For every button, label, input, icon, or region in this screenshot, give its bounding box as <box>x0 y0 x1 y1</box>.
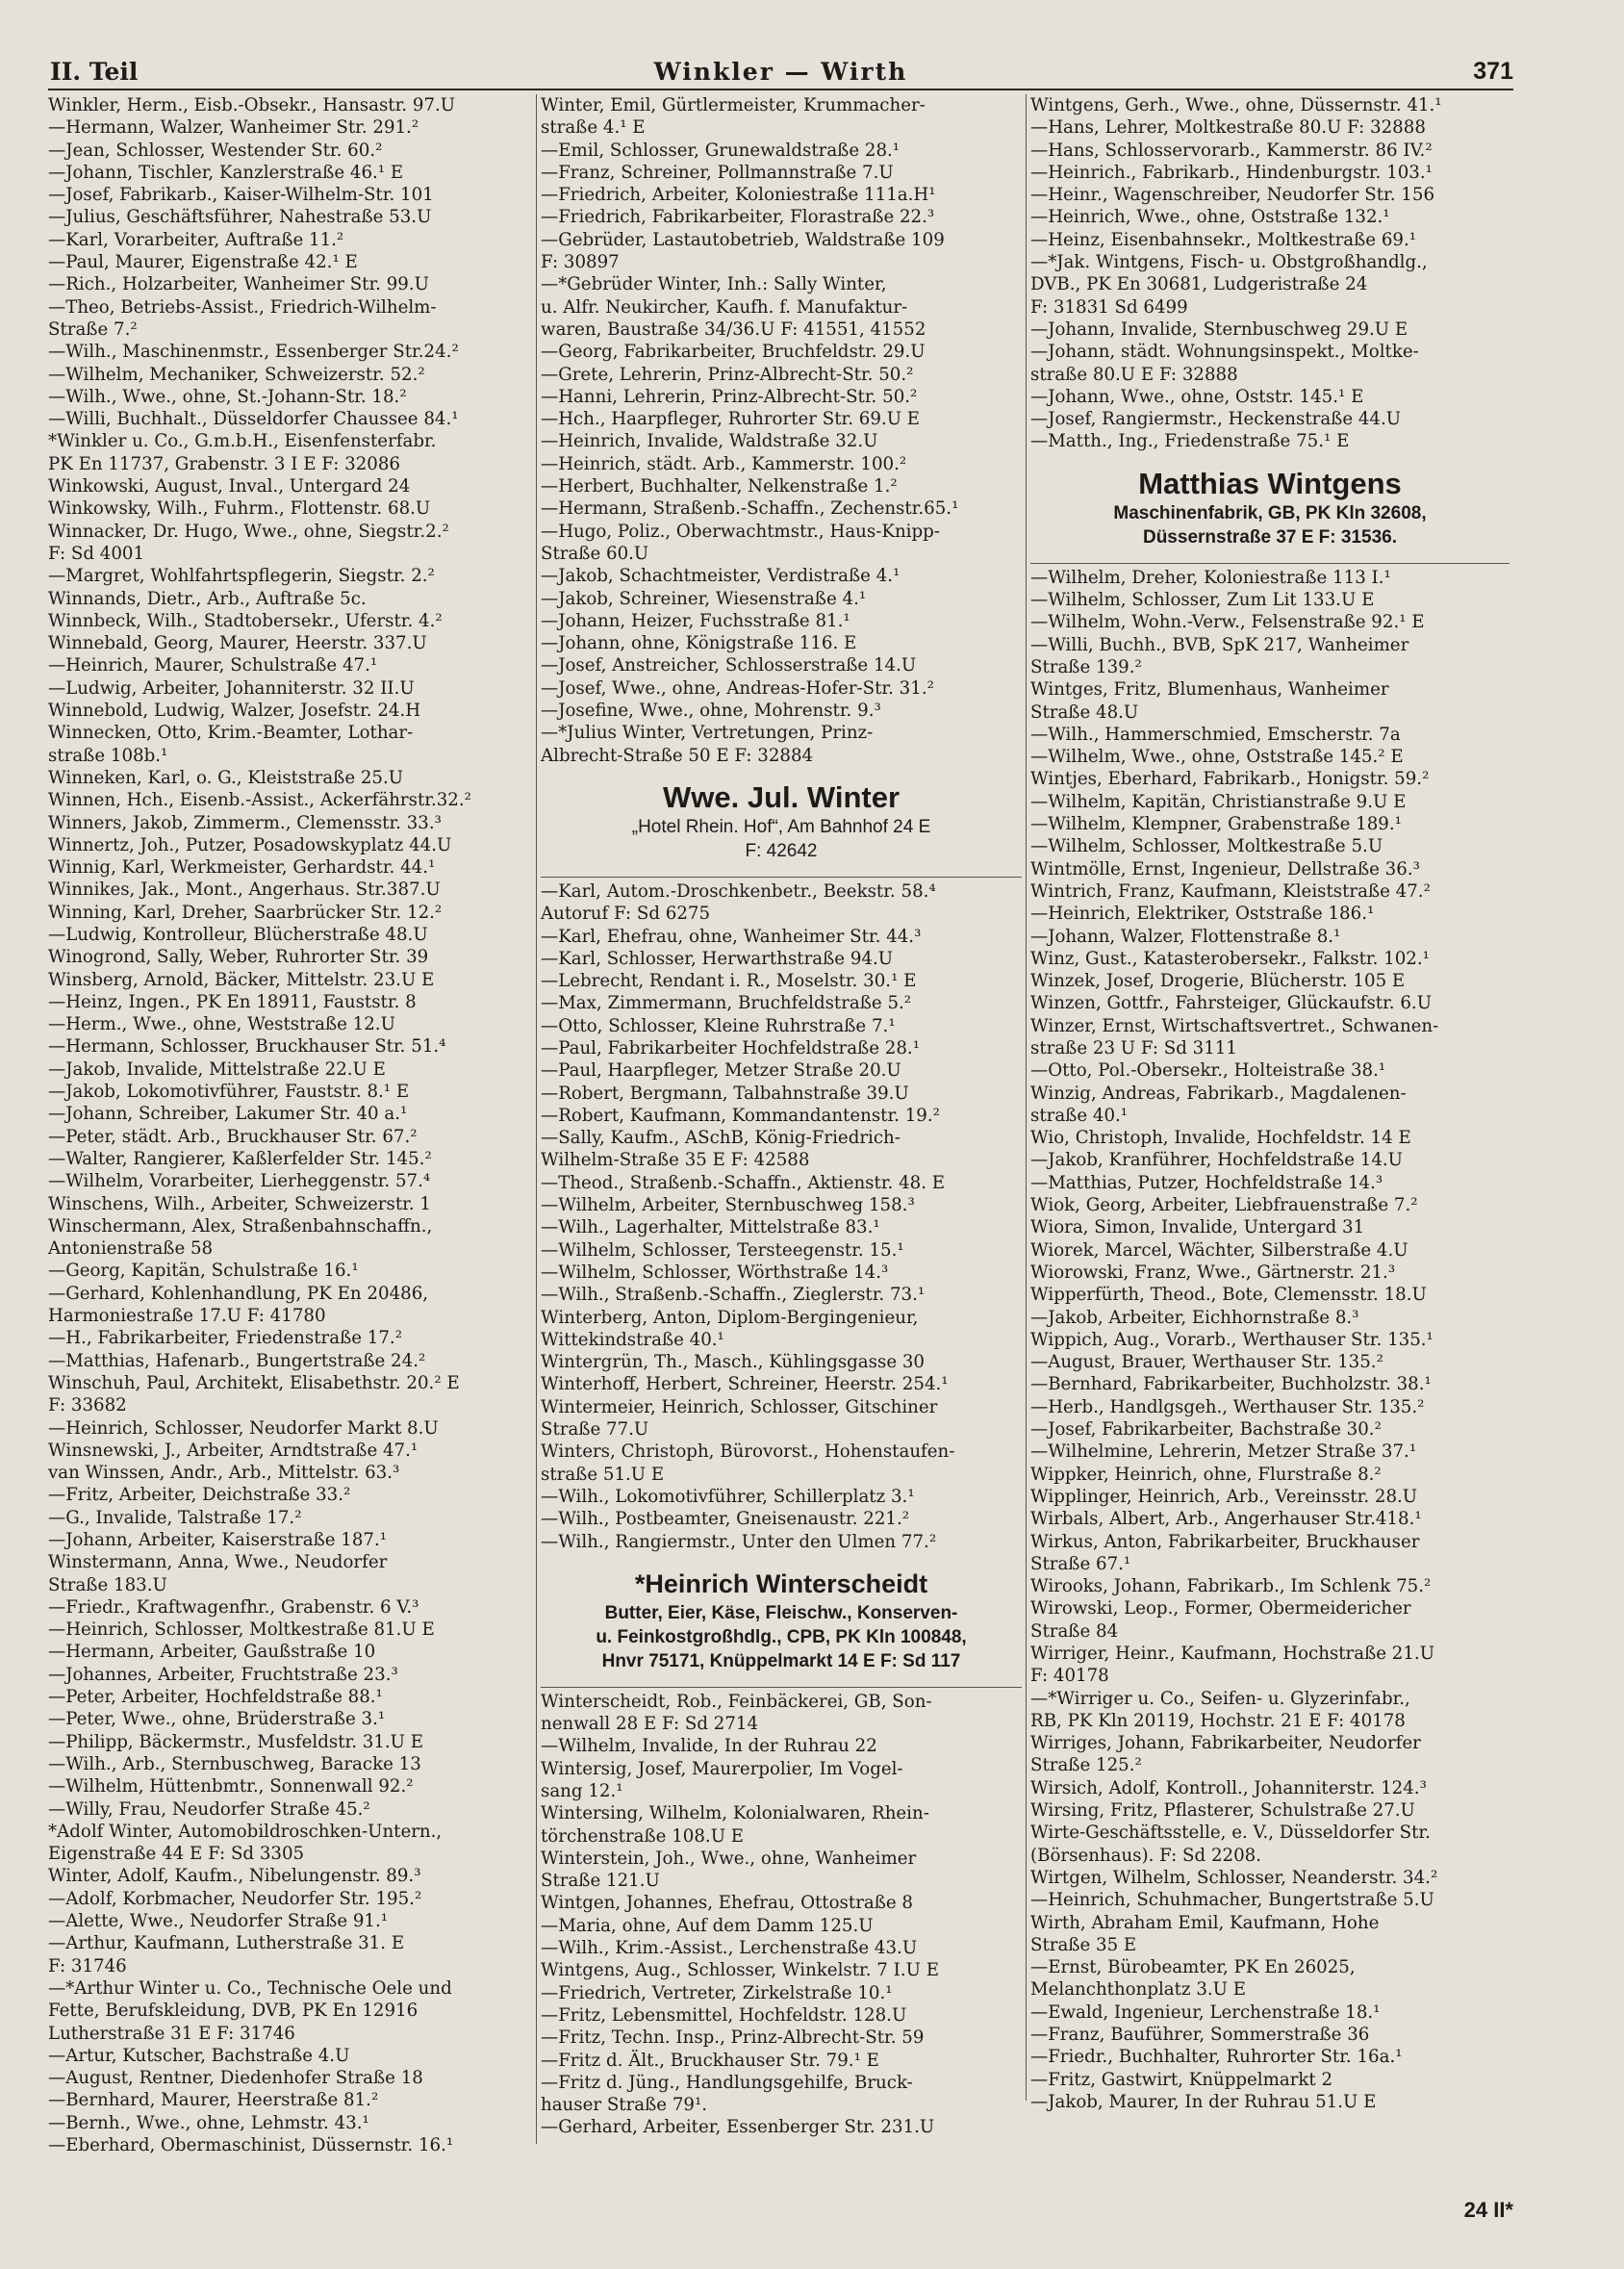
directory-entry: —Herb., Handlgsgeh., Werthauser Str. 135.² <box>1030 1396 1425 1417</box>
directory-entry: Harmoniestraße 17.U F: 41780 <box>48 1306 326 1327</box>
directory-entry: —Heinrich, städt. Arb., Kammerstr. 100.² <box>541 453 907 474</box>
directory-entry: F: Sd 4001 <box>48 543 145 564</box>
directory-entry: Wintersig, Josef, Maurerpolier, Im Vogel- <box>541 1758 903 1779</box>
directory-entry: —Theod., Straßenb.-Schaffn., Aktienstr. 48. E <box>541 1172 946 1193</box>
directory-entry: —Rich., Holzarbeiter, Wanheimer Str. 99.U <box>48 274 429 295</box>
directory-entry: —Franz, Schreiner, Pollmannstraße 7.U <box>541 162 894 183</box>
directory-entry: Straße 125.² <box>1030 1755 1142 1776</box>
directory-entry: straße 40.¹ <box>1030 1105 1129 1126</box>
directory-entry: —Karl, Ehefrau, ohne, Wanheimer Str. 44.³ <box>541 926 922 947</box>
directory-entry: Winsberg, Arnold, Bäcker, Mittelstr. 23.U E <box>48 969 435 990</box>
directory-entry: —Wilhelm, Mechaniker, Schweizerstr. 52.² <box>48 364 425 385</box>
directory-entry: Winnebold, Ludwig, Walzer, Josefstr. 24.H <box>48 701 421 722</box>
directory-entry: Winnecken, Otto, Krim.-Beamter, Lothar- <box>48 723 414 744</box>
divider <box>541 1687 1022 1688</box>
directory-entry: Winzen, Gottfr., Fahrsteiger, Glückaufstr. 6.U <box>1030 993 1433 1014</box>
directory-entry: —Wilh., Maschinenmstr., Essenberger Str.24.² <box>48 342 459 363</box>
directory-entry: Winzer, Ernst, Wirtschaftsvertret., Schwanen- <box>1030 1015 1439 1036</box>
directory-entry: —Matth., Ing., Friedenstraße 75.¹ E <box>1030 431 1350 452</box>
advert-title: Matthias Wintgens <box>1138 466 1402 500</box>
directory-entry: straße 108b.¹ <box>48 745 168 766</box>
directory-entry: —Wilh., Rangiermstr., Unter den Ulmen 77.² <box>541 1531 937 1552</box>
divider <box>1030 563 1510 564</box>
directory-entry: —Eberhard, Obermaschinist, Düssernstr. 16.¹ <box>48 2135 454 2156</box>
directory-entry: waren, Baustraße 34/36.U F: 41551, 41552 <box>541 319 926 340</box>
directory-entry: —Heinr., Wagenschreiber, Neudorfer Str. 156 <box>1030 185 1435 206</box>
directory-entry: —Willi, Buchh., BVB, SpK 217, Wanheimer <box>1030 634 1409 655</box>
directory-entry: Wirowski, Leop., Former, Obermeidericher <box>1030 1598 1411 1619</box>
directory-entry: —Wilhelm, Schlosser, Zum Lit 133.U E <box>1030 590 1375 611</box>
directory-entry: —Heinrich, Maurer, Schulstraße 47.¹ <box>48 655 378 676</box>
directory-entry: —Paul, Maurer, Eigenstraße 42.¹ E <box>48 252 358 273</box>
directory-entry: Winzig, Andreas, Fabrikarb., Magdalenen- <box>1030 1083 1407 1104</box>
directory-entry: F: 33682 <box>48 1395 127 1416</box>
entries-col3a <box>1030 94 1510 453</box>
directory-entry: Wio, Christoph, Invalide, Hochfeldstr. 14 E <box>1030 1128 1411 1149</box>
directory-entry: Straße 84 <box>1030 1620 1119 1642</box>
directory-entry: —Heinz, Ingen., PK En 18911, Fauststr. 8 <box>48 991 417 1012</box>
directory-entry: —*Arthur Winter u. Co., Technische Oele und <box>48 1977 452 1999</box>
directory-entry: Straße 139.² <box>1030 656 1142 677</box>
directory-entry: —Peter, Arbeiter, Hochfeldstraße 88.¹ <box>48 1687 383 1708</box>
directory-entry: —Johann, Schreiber, Lakumer Str. 40 a.¹ <box>48 1104 408 1125</box>
directory-entry: —Georg, Kapitän, Schulstraße 16.¹ <box>48 1261 359 1282</box>
entries-col2a <box>541 94 1022 767</box>
directory-entry: Winter, Adolf, Kaufm., Nibelungenstr. 89.³ <box>48 1866 421 1887</box>
directory-entry: Winter, Emil, Gürtlermeister, Krummacher- <box>541 95 926 115</box>
directory-entry: Winnig, Karl, Werkmeister, Gerhardstr. 44.¹ <box>48 857 436 879</box>
directory-entry: —Ludwig, Kontrolleur, Blücherstraße 48.U <box>48 924 428 945</box>
directory-entry: —Bernhard, Maurer, Heerstraße 81.² <box>48 2090 379 2111</box>
directory-entry: Autoruf F: Sd 6275 <box>541 904 711 925</box>
directory-entry: hauser Straße 79¹. <box>541 2095 708 2116</box>
directory-entry: PK En 11737, Grabenstr. 3 I E F: 32086 <box>48 453 400 474</box>
directory-entry: straße 4.¹ E <box>541 117 646 139</box>
advert-line: Maschinenfabrik, GB, PK Kln 32608, <box>1113 502 1427 523</box>
directory-entry: F: 31746 <box>48 1955 127 1976</box>
directory-entry: —Matthias, Hafenarb., Bungertstraße 24.² <box>48 1350 426 1371</box>
directory-entry: —Gebrüder, Lastautobetrieb, Waldstraße 109 <box>541 229 945 250</box>
directory-entry: Albrecht-Straße 50 E F: 32884 <box>541 745 814 766</box>
directory-entry: Wiorowski, Franz, Wwe., Gärtnerstr. 21.³ <box>1030 1262 1396 1283</box>
directory-entry: —Herbert, Buchhalter, Nelkenstraße 1.² <box>541 476 898 497</box>
directory-entry: Wintgens, Gerh., Wwe., ohne, Düssernstr. 41.¹ <box>1030 95 1442 115</box>
directory-entry: —Wilhelm, Klempner, Grabenstraße 189.¹ <box>1030 814 1402 835</box>
directory-entry: —Bernhard, Fabrikarbeiter, Buchholzstr. 38.¹ <box>1030 1374 1432 1395</box>
directory-entry: —Alette, Wwe., Neudorfer Straße 91.¹ <box>48 1911 389 1932</box>
directory-entry: Wirkus, Anton, Fabrikarbeiter, Bruckhauser <box>1030 1531 1420 1552</box>
directory-entry: —Wilhelm, Invalide, In der Ruhrau 22 <box>541 1736 877 1757</box>
directory-entry: Wipplinger, Heinrich, Arb., Vereinsstr. 28.U <box>1030 1486 1418 1507</box>
directory-entry: —Wilhelm, Arbeiter, Sternbuschweg 158.³ <box>541 1195 915 1216</box>
directory-entry: Winners, Jakob, Zimmerm., Clemensstr. 33.³ <box>48 812 442 833</box>
advert-line: F: 42642 <box>745 840 818 861</box>
directory-entry: —Hugo, Poliz., Oberwachtmstr., Haus-Knipp- <box>541 521 940 542</box>
directory-entry: Antonienstraße 58 <box>48 1238 214 1260</box>
directory-entry: —Wilhelm, Dreher, Koloniestraße 113 I.¹ <box>1030 567 1391 588</box>
directory-entry: —Gerhard, Kohlenhandlung, PK En 20486, <box>48 1283 429 1304</box>
directory-entry: Melanchthonplatz 3.U E <box>1030 1979 1247 2001</box>
directory-entry: —Otto, Pol.-Obersekr., Holteistraße 38.¹ <box>1030 1060 1386 1082</box>
directory-entry: Wintgens, Aug., Schlosser, Winkelstr. 7 I.U E <box>541 1960 939 1981</box>
directory-entry: —*Jak. Wintgens, Fisch- u. Obstgroßhandlg., <box>1030 252 1428 273</box>
directory-entry: —Heinrich, Schlosser, Neudorfer Markt 8.U <box>48 1417 439 1439</box>
directory-entry: —Margret, Wohlfahrtspflegerin, Siegstr. 2.² <box>48 566 435 587</box>
directory-entry: —Karl, Schlosser, Herwarthstraße 94.U <box>541 948 894 969</box>
directory-entry: —Heinrich., Fabrikarb., Hindenburgstr. 103.¹ <box>1030 162 1433 183</box>
directory-entry: Winkowsky, Wilh., Fuhrm., Flottenstr. 68.U <box>48 498 431 520</box>
directory-entry: —Julius, Geschäftsführer, Nahestraße 53.U <box>48 207 432 228</box>
directory-entry: —Artur, Kutscher, Bachstraße 4.U <box>48 2045 350 2066</box>
directory-entry: —Ernst, Bürobeamter, PK En 26025, <box>1030 1957 1356 1978</box>
directory-entry: —Karl, Autom.-Droschkenbetr., Beekstr. 58.⁴ <box>541 880 936 902</box>
directory-entry: van Winssen, Andr., Arb., Mittelstr. 63.³ <box>48 1463 400 1484</box>
directory-entry: —Georg, Fabrikarbeiter, Bruchfeldstr. 29.U <box>541 342 926 363</box>
directory-entry: RB, PK Kln 20119, Hochstr. 21 E F: 40178 <box>1030 1710 1406 1731</box>
directory-entry: —Theo, Betriebs-Assist., Friedrich-Wilhelm- <box>48 296 437 318</box>
directory-entry: —Arthur, Kaufmann, Lutherstraße 31. E <box>48 1933 405 1954</box>
directory-entry: Wippker, Heinrich, ohne, Flurstraße 8.² <box>1030 1464 1382 1485</box>
directory-entry: Wirsing, Fritz, Pflasterer, Schulstraße 27.U <box>1030 1800 1415 1822</box>
entries-col1 <box>48 94 531 2156</box>
running-title: Winkler — Wirth <box>653 58 908 86</box>
directory-entry: Wiorek, Marcel, Wächter, Silberstraße 4.U <box>1030 1239 1408 1261</box>
directory-entry: —Matthias, Putzer, Hochfeldstraße 14.³ <box>1030 1172 1383 1193</box>
directory-entry: —Johann, Tischler, Kanzlerstraße 46.¹ E <box>48 162 404 183</box>
advert-line: Hnvr 75171, Knüppelmarkt 14 E F: Sd 117 <box>601 1650 961 1671</box>
directory-entry: —Josef, Wwe., ohne, Andreas-Hofer-Str. 31.² <box>541 677 934 699</box>
directory-entry: —Hermann, Straßenb.-Schaffn., Zechenstr.65.¹ <box>541 498 959 520</box>
directory-entry: —Paul, Haarpfleger, Metzer Straße 20.U <box>541 1060 901 1082</box>
directory-entry: —Johann, Arbeiter, Kaiserstraße 187.¹ <box>48 1530 388 1550</box>
directory-entry: —Wilh., Postbeamter, Gneisenaustr. 221.² <box>541 1509 910 1530</box>
directory-entry: Winschermann, Alex, Straßenbahnschaffn., <box>48 1215 433 1236</box>
directory-entry: —Ludwig, Arbeiter, Johanniterstr. 32 II.U <box>48 677 415 699</box>
directory-entry: —Josef, Fabrikarb., Kaiser-Wilhelm-Str. 101 <box>48 185 434 206</box>
directory-entry: Straße 35 E <box>1030 1934 1137 1955</box>
directory-entry: Winnebald, Georg, Maurer, Heerstr. 337.U <box>48 633 427 654</box>
directory-entry: —Friedr., Buchhalter, Ruhrorter Str. 16a.¹ <box>1030 2047 1403 2068</box>
directory-entry: —Friedr., Kraftwagenfhr., Grabenstr. 6 V.³ <box>48 1596 419 1618</box>
directory-entry: —Jean, Schlosser, Westender Str. 60.² <box>48 140 383 161</box>
directory-entry: —Friedrich, Fabrikarbeiter, Florastraße 22.³ <box>541 207 935 228</box>
directory-entry: —Josef, Fabrikarbeiter, Bachstraße 30.² <box>1030 1419 1382 1440</box>
directory-entry: Winz, Gust., Katasterobersekr., Falkstr. 102.¹ <box>1030 948 1430 969</box>
directory-entry: Winnands, Dietr., Arb., Auftraße 5c. <box>48 588 367 609</box>
advert-title: *Heinrich Winterscheidt <box>634 1568 928 1598</box>
directory-entry: Straße 48.U <box>1030 701 1139 723</box>
directory-entry: —H., Fabrikarbeiter, Friedenstraße 17.² <box>48 1328 402 1349</box>
directory-entry: Wintmölle, Ernst, Ingenieur, Dellstraße 36.³ <box>1030 858 1420 880</box>
directory-entry: Wirsich, Adolf, Kontroll., Johanniterstr. 124.³ <box>1030 1777 1427 1798</box>
directory-entry: Winogrond, Sally, Weber, Ruhrorter Str. 39 <box>48 947 429 968</box>
directory-entry: —Heinrich, Schuhmacher, Bungertstraße 5.U <box>1030 1890 1434 1911</box>
directory-entry: —Wilh., Krim.-Assist., Lerchenstraße 43.U <box>541 1938 918 1959</box>
directory-entry: —Grete, Lehrerin, Prinz-Albrecht-Str. 50.² <box>541 364 914 385</box>
directory-entry: —Jakob, Kranführer, Hochfeldstraße 14.U <box>1030 1150 1403 1171</box>
directory-entry: —Fritz, Gastwirt, Knüppelmarkt 2 <box>1030 2069 1333 2090</box>
directory-entry: —Maria, ohne, Auf dem Damm 125.U <box>541 1915 874 1936</box>
directory-entry: Winnbeck, Wilh., Stadtobersekr., Uferstr. 4.² <box>48 610 443 631</box>
section-label: II. Teil <box>50 58 139 86</box>
directory-entry: Wirooks, Johann, Fabrikarb., Im Schlenk 75.² <box>1030 1576 1432 1597</box>
directory-entry: Wintgen, Johannes, Ehefrau, Ottostraße 8 <box>541 1893 913 1914</box>
directory-entry: Straße 77.U <box>541 1419 649 1440</box>
directory-entry: —Peter, Wwe., ohne, Brüderstraße 3.¹ <box>48 1709 386 1730</box>
directory-entry: Wintermeier, Heinrich, Schlosser, Gitschiner <box>541 1396 938 1417</box>
directory-entry: Wintjes, Eberhard, Fabrikarb., Honigstr. 59.² <box>1030 769 1430 790</box>
directory-entry: Winneken, Karl, o. G., Kleiststraße 25.U <box>48 767 404 788</box>
directory-entry: straße 23 U F: Sd 3111 <box>1030 1037 1237 1058</box>
directory-entry: Wiok, Georg, Arbeiter, Liebfrauenstraße 7.² <box>1030 1195 1418 1216</box>
directory-entry: —Philipp, Bäckermstr., Musfeldstr. 31.U E <box>48 1731 424 1752</box>
directory-entry: Straße 183.U <box>48 1574 167 1595</box>
advert-wwe-jul-winter <box>541 780 1022 863</box>
directory-entry: Winkowski, August, Inval., Untergard 24 <box>48 476 411 497</box>
advert-title: Wwe. Jul. Winter <box>662 779 901 814</box>
directory-entry: —Wilh., Lokomotivführer, Schillerplatz 3.¹ <box>541 1486 915 1507</box>
directory-entry: F: 30897 <box>541 252 620 273</box>
advert-line: „Hotel Rhein. Hof“, Am Bahnhof 24 E <box>631 816 931 837</box>
directory-entry: —Wilhelm, Wohn.-Verw., Felsenstraße 92.¹ E <box>1030 612 1425 633</box>
directory-entry: —Friedrich, Vertreter, Zirkelstraße 10.¹ <box>541 1982 893 2003</box>
directory-entry: —Johann, städt. Wohnungsinspekt., Moltke- <box>1030 342 1419 363</box>
directory-entry: —Hermann, Walzer, Wanheimer Str. 291.² <box>48 117 419 139</box>
directory-entry: —Wilhelm, Schlosser, Moltkestraße 5.U <box>1030 836 1383 857</box>
directory-entry: —*Wirriger u. Co., Seifen- u. Glyzerinfabr., <box>1030 1688 1410 1709</box>
directory-entry: —Fritz, Techn. Insp., Prinz-Albrecht-Str. 59 <box>541 2027 925 2049</box>
directory-entry: DVB., PK En 30681, Ludgeristraße 24 <box>1030 274 1368 295</box>
directory-entry: —Heinrich, Invalide, Waldstraße 32.U <box>541 431 878 452</box>
directory-entry: —Fritz, Lebensmittel, Hochfeldstr. 128.U <box>541 2004 907 2026</box>
directory-entry: straße 80.U E F: 32888 <box>1030 364 1238 385</box>
directory-entry: straße 51.U E <box>541 1464 665 1485</box>
directory-entry: Wirbals, Albert, Arb., Angerhauser Str.418.¹ <box>1030 1509 1422 1530</box>
advert-line: Düssernstraße 37 E F: 31536. <box>1142 526 1398 548</box>
directory-entry: sang 12.¹ <box>541 1781 623 1801</box>
directory-entry: —Walter, Rangierer, Kaßlerfelder Str. 145.² <box>48 1148 432 1169</box>
advert-line: u. Feinkostgroßhdlg., CPB, PK Kln 100848, <box>596 1626 967 1647</box>
directory-entry: —Peter, städt. Arb., Bruckhauser Str. 67.² <box>48 1126 418 1147</box>
directory-entry: —Willy, Frau, Neudorfer Straße 45.² <box>48 1798 370 1820</box>
directory-entry: —Josefine, Wwe., ohne, Mohrenstr. 9.³ <box>541 701 881 722</box>
directory-entry: Wintrich, Franz, Kaufmann, Kleiststraße 47.² <box>1030 880 1431 902</box>
directory-entry: —Johann, ohne, Königstraße 116. E <box>541 633 857 654</box>
directory-entry: —Fritz d. Ält., Bruckhauser Str. 79.¹ E <box>541 2050 879 2071</box>
directory-entry: —August, Rentner, Diedenhofer Straße 18 <box>48 2068 423 2089</box>
directory-entry: —Wilhelm, Wwe., ohne, Oststraße 145.² E <box>1030 747 1404 768</box>
directory-entry: Winning, Karl, Dreher, Saarbrücker Str. 12.² <box>48 902 443 923</box>
directory-entry: —Jakob, Schreiner, Wiesenstraße 4.¹ <box>541 588 867 609</box>
directory-entry: —August, Brauer, Werthauser Str. 135.² <box>1030 1352 1383 1373</box>
directory-entry: —Wilhelm, Schlosser, Wörthstraße 14.³ <box>541 1262 889 1283</box>
directory-entry: —Max, Zimmermann, Bruchfeldstraße 5.² <box>541 993 912 1014</box>
directory-entry: *Winkler u. Co., G.m.b.H., Eisenfensterfabr. <box>48 431 437 452</box>
directory-entry: —Heinrich, Schlosser, Moltkestraße 81.U E <box>48 1619 435 1641</box>
directory-entry: Winterscheidt, Rob., Feinbäckerei, GB, Son- <box>541 1691 932 1712</box>
directory-entry: Wiora, Simon, Invalide, Untergard 31 <box>1030 1217 1365 1238</box>
directory-entry: Winterhoff, Herbert, Schreiner, Heerstr. 254.¹ <box>541 1374 949 1395</box>
directory-entry: Wirth, Abraham Emil, Kaufmann, Hohe <box>1030 1912 1380 1933</box>
directory-entry: —Willi, Buchhalt., Düsseldorfer Chaussee 84.¹ <box>48 409 459 430</box>
directory-entry: —Heinz, Eisenbahnsekr., Moltkestraße 69.¹ <box>1030 229 1417 250</box>
directory-entry: Lutherstraße 31 E F: 31746 <box>48 2023 295 2044</box>
directory-entry: —Jakob, Lokomotivführer, Fauststr. 8.¹ E <box>48 1082 410 1103</box>
directory-entry: Winsnewski, J., Arbeiter, Arndtstraße 47.¹ <box>48 1440 419 1461</box>
directory-entry: —Robert, Bergmann, Talbahnstraße 39.U <box>541 1083 909 1104</box>
directory-entry: —Emil, Schlosser, Grunewaldstraße 28.¹ <box>541 140 901 161</box>
directory-entry: Straße 121.U <box>541 1871 660 1892</box>
directory-entry: Wilhelm-Straße 35 E F: 42588 <box>541 1150 810 1171</box>
directory-entry: —Sally, Kaufm., ASchB, König-Friedrich- <box>541 1128 901 1149</box>
directory-entry: —Josef, Anstreicher, Schlosserstraße 14.U <box>541 655 917 676</box>
page-header <box>48 56 1513 90</box>
directory-entry: —Johannes, Arbeiter, Fruchtstraße 23.³ <box>48 1664 398 1685</box>
directory-entry: —Herm., Wwe., ohne, Weststraße 12.U <box>48 1014 395 1035</box>
directory-entry: —Jakob, Maurer, In der Ruhrau 51.U E <box>1030 2091 1377 2112</box>
directory-entry: —Lebrecht, Rendant i. R., Moselstr. 30.¹ E <box>541 971 917 992</box>
directory-entry: —Wilh., Wwe., ohne, St.-Johann-Str. 18.² <box>48 386 407 407</box>
directory-entry: —Jakob, Schachtmeister, Verdistraße 4.¹ <box>541 566 901 587</box>
directory-entry: nenwall 28 E F: Sd 2714 <box>541 1714 759 1735</box>
directory-entry: —Wilhelm, Kapitän, Christianstraße 9.U E <box>1030 791 1407 812</box>
directory-entry: —Hans, Schlosservorarb., Kammerstr. 86 IV.² <box>1030 140 1433 161</box>
directory-entry: u. Alfr. Neukircher, Kaufh. f. Manufaktur- <box>541 296 908 318</box>
directory-entry: —Hermann, Schlosser, Bruckhauser Str. 51.⁴ <box>48 1036 446 1058</box>
entries-col3b <box>1030 567 1510 2113</box>
directory-entry: Winzek, Josef, Drogerie, Blücherstr. 105 E <box>1030 971 1406 992</box>
entries-col2b <box>541 880 1022 1553</box>
directory-entry: —Robert, Kaufmann, Kommandantenstr. 19.² <box>541 1105 940 1126</box>
directory-entry: —Fritz, Arbeiter, Deichstraße 33.² <box>48 1485 351 1506</box>
directory-entry: —Gerhard, Arbeiter, Essenberger Str. 231.U <box>541 2117 935 2138</box>
entries-col2c <box>541 1691 1022 2139</box>
directory-entry: —Hch., Haarpfleger, Ruhrorter Str. 69.U E <box>541 409 921 430</box>
directory-entry: Straße 60.U <box>541 543 649 564</box>
advert-line: Butter, Eier, Käse, Fleischw., Konserven- <box>604 1602 958 1623</box>
directory-entry: Winterberg, Anton, Diplom-Bergingenieur, <box>541 1307 919 1328</box>
directory-entry: —Hermann, Arbeiter, Gaußstraße 10 <box>48 1642 376 1663</box>
directory-entry: Winstermann, Anna, Wwe., Neudorfer <box>48 1552 388 1573</box>
directory-entry: —Wilhelmine, Lehrerin, Metzer Straße 37.¹ <box>1030 1441 1417 1463</box>
directory-entry: Wirte-Geschäftsstelle, e. V., Düsseldorfer Str. <box>1030 1823 1431 1844</box>
directory-entry: Winschuh, Paul, Architekt, Elisabethstr. 20.² E <box>48 1372 460 1393</box>
advert-matthias-wintgens <box>1030 467 1510 549</box>
directory-entry: —Wilh., Arb., Sternbuschweg, Baracke 13 <box>48 1753 421 1774</box>
directory-entry: —Otto, Schlosser, Kleine Ruhrstraße 7.¹ <box>541 1015 896 1036</box>
directory-entry: —Bernh., Wwe., ohne, Lehmstr. 43.¹ <box>48 2112 369 2133</box>
directory-entry: —Hans, Lehrer, Moltkestraße 80.U F: 32888 <box>1030 117 1426 139</box>
directory-entry: Eigenstraße 44 E F: Sd 3305 <box>48 1844 305 1865</box>
page-number: 371 <box>1473 58 1513 85</box>
directory-entry: —G., Invalide, Talstraße 17.² <box>48 1507 302 1528</box>
directory-entry: —Wilh., Straßenb.-Schaffn., Zieglerstr. 73.¹ <box>541 1285 926 1306</box>
directory-entry: —Adolf, Korbmacher, Neudorfer Str. 195.² <box>48 1888 422 1909</box>
directory-entry: F: 31831 Sd 6499 <box>1030 296 1188 318</box>
directory-entry: Winnen, Hch., Eisenb.-Assist., Ackerfährstr.32.² <box>48 790 471 811</box>
directory-entry: —Heinrich, Wwe., ohne, Oststraße 132.¹ <box>1030 207 1390 228</box>
directory-entry: Wirriger, Heinr., Kaufmann, Hochstraße 21.U <box>1030 1644 1435 1664</box>
directory-entry: —Karl, Vorarbeiter, Auftraße 11.² <box>48 229 344 250</box>
directory-entry: Winterstein, Joh., Wwe., ohne, Wanheimer <box>541 1848 917 1869</box>
directory-entry: törchenstraße 108.U E <box>541 1825 745 1847</box>
directory-entry: (Börsenhaus). F: Sd 2208. <box>1030 1845 1262 1866</box>
directory-entry: Winnertz, Joh., Putzer, Posadowskyplatz 44.U <box>48 834 452 855</box>
directory-entry: —Jakob, Invalide, Mittelstraße 22.U E <box>48 1058 386 1080</box>
directory-entry: Wippich, Aug., Vorarb., Werthauser Str. 135.¹ <box>1030 1329 1434 1350</box>
directory-entry: Wintergrün, Th., Masch., Kühlingsgasse 30 <box>541 1352 926 1373</box>
directory-entry: Winnikes, Jak., Mont., Angerhaus. Str.387.U <box>48 880 441 901</box>
directory-entry: F: 40178 <box>1030 1666 1109 1687</box>
directory-entry: Wirtgen, Wilhelm, Schlosser, Neanderstr. 34.² <box>1030 1867 1438 1888</box>
directory-entry: Winnacker, Dr. Hugo, Wwe., ohne, Siegstr.2.² <box>48 521 449 542</box>
directory-entry: —Jakob, Arbeiter, Eichhornstraße 8.³ <box>1030 1307 1359 1328</box>
column-1 <box>48 94 531 2156</box>
directory-entry: —Franz, Bauführer, Sommerstraße 36 <box>1030 2025 1370 2046</box>
directory-entry: —Wilh., Lagerhalter, Mittelstraße 83.¹ <box>541 1217 880 1238</box>
divider <box>541 877 1022 878</box>
directory-entry: —Johann, Wwe., ohne, Oststr. 145.¹ E <box>1030 386 1364 407</box>
directory-entry: Wipperfürth, Theod., Bote, Clemensstr. 18.U <box>1030 1285 1427 1306</box>
directory-entry: Straße 7.² <box>48 319 138 340</box>
directory-entry: —Paul, Fabrikarbeiter Hochfeldstraße 28.¹ <box>541 1037 921 1058</box>
directory-entry: Winters, Christoph, Bürovorst., Hohenstaufen- <box>541 1441 955 1463</box>
directory-entry: —Heinrich, Elektriker, Oststraße 186.¹ <box>1030 904 1375 925</box>
directory-entry: —Johann, Heizer, Fuchsstraße 81.¹ <box>541 610 850 631</box>
directory-entry: —*Gebrüder Winter, Inh.: Sally Winter, <box>541 274 887 295</box>
directory-entry: —Josef, Rangiermstr., Heckenstraße 44.U <box>1030 409 1402 430</box>
signature-mark: 24 II* <box>1463 2198 1513 2222</box>
directory-entry: —Johann, Walzer, Flottenstraße 8.¹ <box>1030 926 1341 947</box>
directory-entry: —Wilhelm, Vorarbeiter, Lierheggenstr. 57.⁴ <box>48 1171 431 1192</box>
directory-entry: —Johann, Invalide, Sternbuschweg 29.U E <box>1030 319 1408 340</box>
directory-entry: —Friedrich, Arbeiter, Koloniestraße 111a.H¹ <box>541 185 936 206</box>
directory-entry: Straße 67.¹ <box>1030 1553 1131 1574</box>
directory-entry: Winkler, Herm., Eisb.-Obsekr., Hansastr. 97.U <box>48 95 456 115</box>
advert-winterscheidt <box>541 1567 1022 1673</box>
directory-entry: Wittekindstraße 40.¹ <box>541 1329 724 1350</box>
directory-entry: —Wilhelm, Hüttenbmtr., Sonnenwall 92.² <box>48 1776 414 1797</box>
column-3 <box>1026 94 1510 2112</box>
directory-entry: —*Julius Winter, Vertretungen, Prinz- <box>541 723 874 744</box>
column-2 <box>536 94 1022 2144</box>
directory-entry: *Adolf Winter, Automobildroschken-Untern., <box>48 1821 443 1842</box>
directory-entry: —Fritz d. Jüng., Handlungsgehilfe, Bruck- <box>541 2072 913 2093</box>
directory-entry: —Wilh., Hammerschmied, Emscherstr. 7a <box>1030 724 1401 745</box>
directory-entry: —Wilhelm, Schlosser, Tersteegenstr. 15.¹ <box>541 1239 904 1261</box>
directory-entry: Winschens, Wilh., Arbeiter, Schweizerstr. 1 <box>48 1193 431 1214</box>
directory-entry: Wintges, Fritz, Blumenhaus, Wanheimer <box>1030 679 1389 701</box>
directory-entry: —Hanni, Lehrerin, Prinz-Albrecht-Str. 50.² <box>541 386 918 407</box>
directory-entry: —Ewald, Ingenieur, Lerchenstraße 18.¹ <box>1030 2001 1381 2023</box>
directory-entry: Wintersing, Wilhelm, Kolonialwaren, Rhein- <box>541 1803 929 1824</box>
directory-entry: Wirriges, Johann, Fabrikarbeiter, Neudorfer <box>1030 1733 1421 1754</box>
directory-entry: Fette, Berufskleidung, DVB, PK En 12916 <box>48 2001 419 2022</box>
